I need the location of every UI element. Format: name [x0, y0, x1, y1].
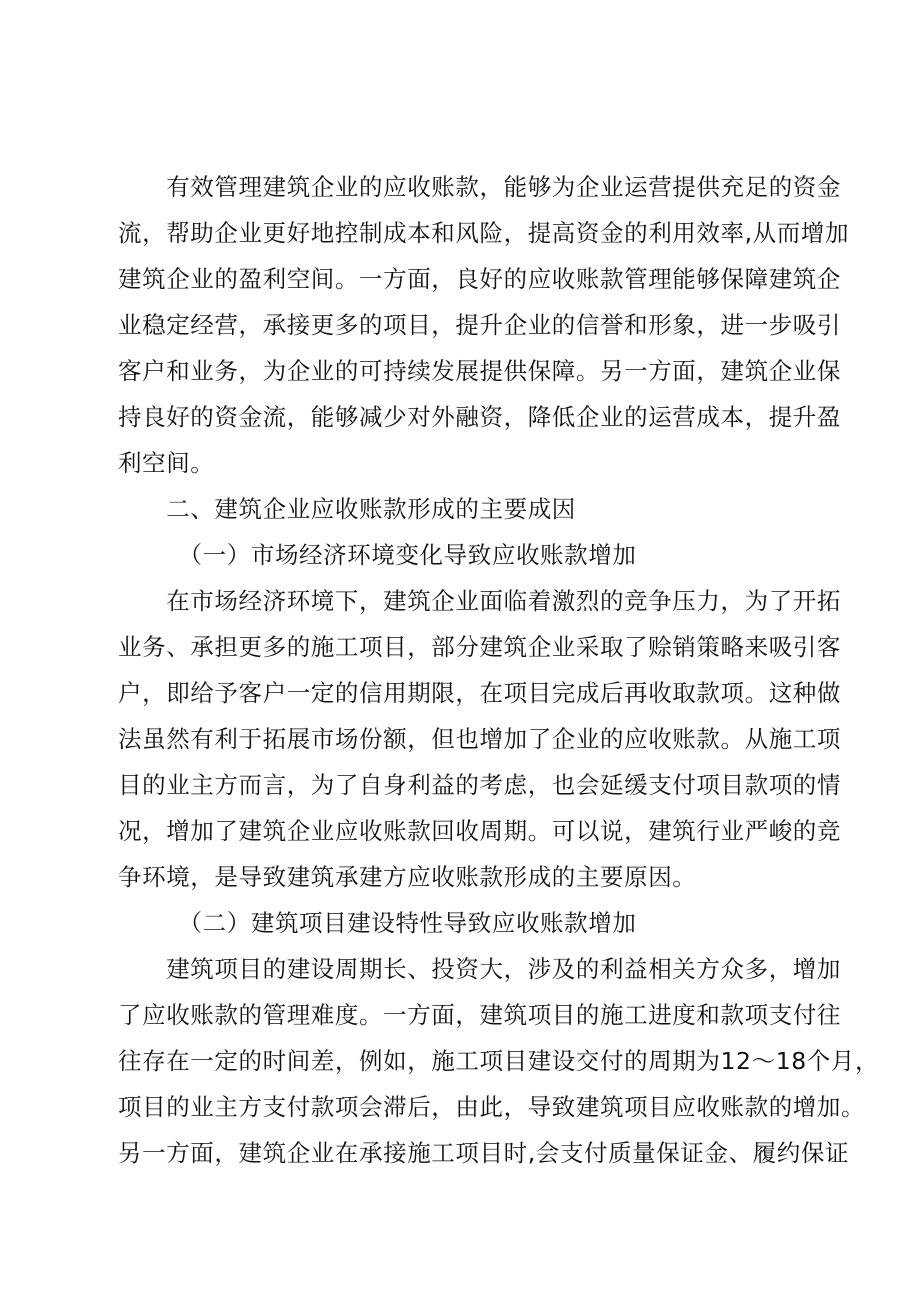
body-line: 法虽然有利于拓展市场份额，但也增加了企业的应收账款。从施工项: [118, 725, 841, 753]
body-line: 建筑企业的盈利空间。一方面，良好的应收账款管理能够保障建筑企: [118, 265, 841, 293]
body-line: 况，增加了建筑企业应收账款回收周期。可以说，建筑行业严峻的竞: [118, 817, 841, 845]
body-line: 争环境，是导致建筑承建方应收账款形成的主要原因。: [118, 863, 697, 891]
body-line: 在市场经济环境下，建筑企业面临着激烈的竞争压力，为了开拓: [118, 587, 841, 615]
body-line: 目的业主方而言，为了自身利益的考虑，也会延缓支付项目款项的情: [118, 771, 841, 799]
body-line: 利空间。: [118, 449, 215, 477]
body-line: 另一方面，建筑企业在承接施工项目时,会支付质量保证金、履约保证: [118, 1139, 850, 1167]
section-heading: 二、建筑企业应收账款形成的主要成因: [118, 495, 576, 523]
body-line: 流，帮助企业更好地控制成本和风险，提高资金的利用效率,从而增加: [118, 219, 850, 247]
body-line: 户，即给予客户一定的信用期限，在项目完成后再收取款项。这种做: [118, 679, 841, 707]
subsection-heading: （二）建筑项目建设特性导致应收账款增加: [118, 909, 637, 937]
subsection-heading: （一）市场经济环境变化导致应收账款增加: [118, 541, 637, 569]
body-line: 项目的业主方支付款项会滞后，由此，导致建筑项目应收账款的增加。: [118, 1093, 866, 1121]
body-line: 建筑项目的建设周期长、投资大，涉及的利益相关方众多，增加: [118, 955, 841, 983]
body-line: 往存在一定的时间差，例如，施工项目建设交付的周期为12～18个月，: [118, 1047, 880, 1075]
body-line: 了应收账款的管理难度。一方面，建筑项目的施工进度和款项支付往: [118, 1001, 841, 1029]
body-line: 业务、承担更多的施工项目，部分建筑企业采取了赊销策略来吸引客: [118, 633, 841, 661]
body-line: 业稳定经营，承接更多的项目，提升企业的信誉和形象，进一步吸引: [118, 311, 841, 339]
body-line: 持良好的资金流，能够减少对外融资，降低企业的运营成本，提升盈: [118, 403, 841, 431]
body-line: 有效管理建筑企业的应收账款，能够为企业运营提供充足的资金: [118, 173, 841, 201]
body-line: 客户和业务，为企业的可持续发展提供保障。另一方面，建筑企业保: [118, 357, 841, 385]
